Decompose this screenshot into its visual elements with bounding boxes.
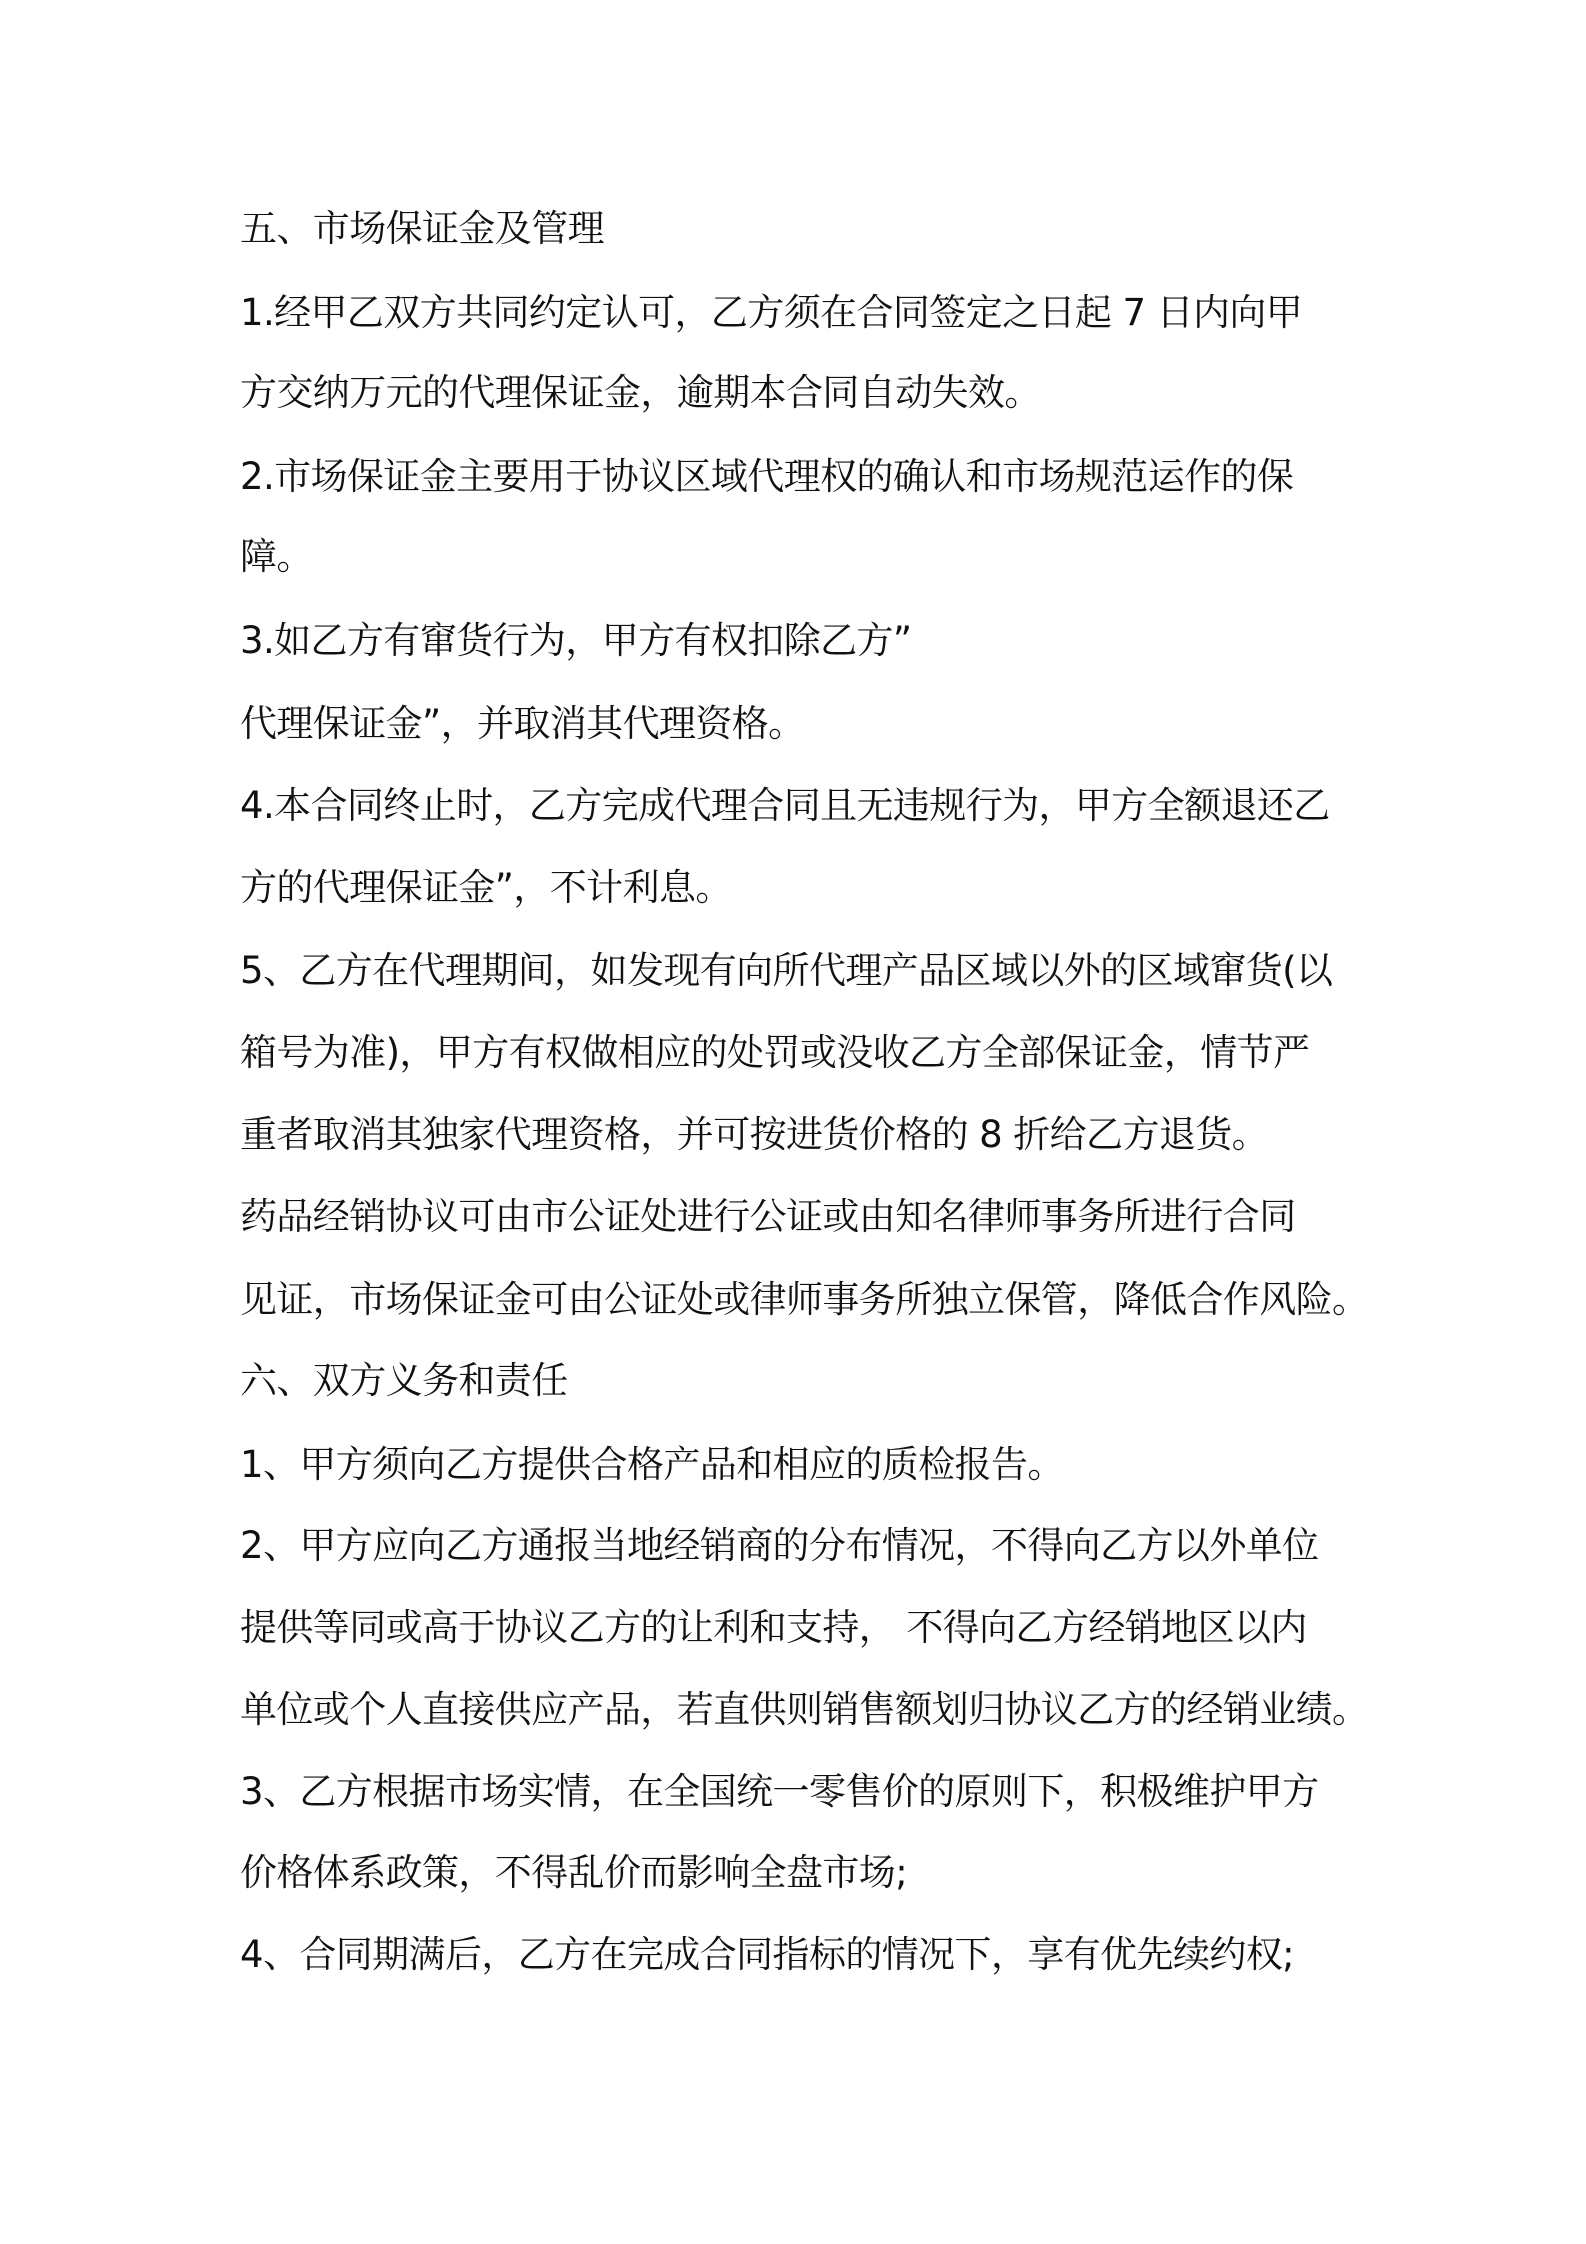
text-line: 3.如乙方有窜货行为，甲方有权扣除乙方”: [240, 619, 912, 662]
text-line: 2.市场保证金主要用于协议区域代理权的确认和市场规范运作的保: [240, 455, 1294, 498]
text-line: 3、乙方根据市场实情，在全国统一零售价的原则下，积极维护甲方: [240, 1770, 1319, 1813]
text-line: 方的代理保证金”，不计利息。: [240, 866, 732, 909]
text-line: 4.本合同终止时，乙方完成代理合同且无违规行为，甲方全额退还乙: [240, 784, 1330, 827]
text-line: 4、合同期满后，乙方在完成合同指标的情况下，享有优先续约权;: [240, 1933, 1295, 1976]
text-line: 障。: [240, 535, 313, 578]
section-heading-market-deposit: 五、市场保证金及管理: [240, 207, 604, 250]
text-line: 1.经甲乙双方共同约定认可，乙方须在合同签定之日起 7 日内向甲: [240, 291, 1303, 334]
text-line: 价格体系政策，不得乱价而影响全盘市场;: [240, 1851, 908, 1894]
text-line: 单位或个人直接供应产品，若直供则销售额划归协议乙方的经销业绩。: [240, 1688, 1369, 1731]
section-heading-obligations: 六、双方义务和责任: [240, 1359, 568, 1402]
text-line: 药品经销协议可由市公证处进行公证或由知名律师事务所进行合同: [240, 1195, 1296, 1238]
text-line: 箱号为准)，甲方有权做相应的处罚或没收乙方全部保证金，情节严: [240, 1031, 1310, 1074]
text-line: 方交纳万元的代理保证金，逾期本合同自动失效。: [240, 371, 1041, 414]
text-line: 重者取消其独家代理资格，并可按进货价格的 8 折给乙方退货。: [240, 1113, 1269, 1156]
text-line: 提供等同或高于协议乙方的让利和支持， 不得向乙方经销地区以内: [240, 1606, 1307, 1649]
text-line: 5、乙方在代理期间，如发现有向所代理产品区域以外的区域窜货(以: [240, 949, 1333, 992]
text-line: 1、甲方须向乙方提供合格产品和相应的质检报告。: [240, 1443, 1064, 1486]
text-line: 见证，市场保证金可由公证处或律师事务所独立保管，降低合作风险。: [240, 1278, 1369, 1321]
text-line: 2、甲方应向乙方通报当地经销商的分布情况，不得向乙方以外单位: [240, 1524, 1319, 1567]
text-line: 代理保证金”，并取消其代理资格。: [240, 702, 805, 745]
